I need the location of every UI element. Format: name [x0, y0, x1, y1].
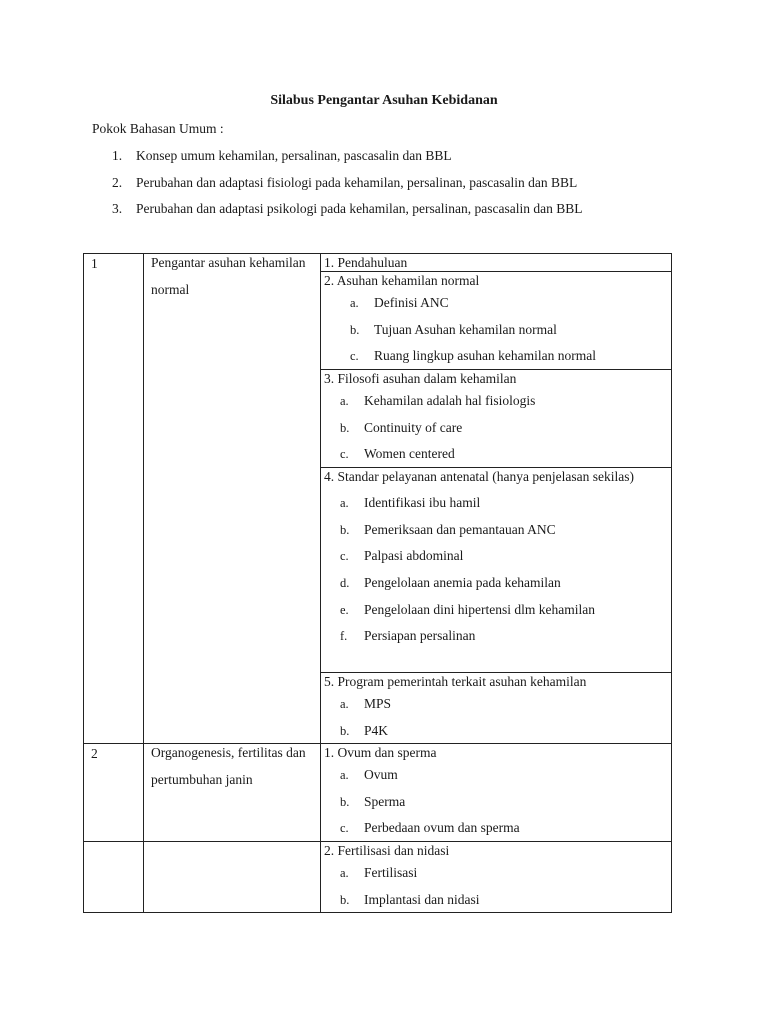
subtopic-cell — [321, 673, 672, 744]
list-item — [324, 490, 667, 517]
list-item — [112, 147, 583, 174]
topic-text: Organogenesis, fertilitas dan pertumbuhan janin — [151, 745, 306, 787]
item-text: Women centered — [364, 446, 455, 462]
item-text: Ruang lingkup asuhan kehamilan normal — [374, 348, 596, 364]
item-text: Continuity of care — [364, 419, 463, 435]
item-text: Ovum — [364, 767, 398, 782]
item-letter: e. — [340, 602, 349, 617]
table-row — [84, 254, 672, 272]
list-number: 2. — [112, 174, 123, 190]
item-letter: c. — [340, 549, 349, 564]
subtopic-items — [324, 490, 667, 643]
subtopic-cell — [321, 272, 672, 370]
list-number: 3. — [112, 201, 123, 217]
item-letter: f. — [340, 629, 348, 644]
item-text: Pemeriksaan dan pemantauan ANC — [364, 521, 556, 537]
subtopic-heading: 2. Asuhan kehamilan normal — [324, 273, 480, 288]
item-text: Definisi ANC — [374, 295, 449, 310]
item-text: Fertilisasi — [364, 865, 418, 880]
item-letter: a. — [340, 697, 349, 711]
subtopic-cell — [321, 744, 672, 842]
subtopic-items — [324, 860, 667, 907]
syllabus-table — [83, 253, 672, 913]
item-text: Tujuan Asuhan kehamilan normal — [374, 321, 557, 337]
list-item-text: Konsep umum kehamilan, persalinan, pascasalin dan BBL — [136, 148, 452, 163]
row-number: 1 — [91, 256, 98, 271]
list-item — [324, 290, 667, 317]
item-letter: a. — [340, 496, 349, 510]
subtopic-items — [324, 762, 667, 835]
list-item-text: Perubahan dan adaptasi psikologi pada kehamilan, persalinan, pascasalin dan BBL — [136, 201, 583, 217]
list-number: 1. — [112, 148, 123, 163]
item-letter: a. — [340, 866, 349, 880]
item-letter: b. — [340, 794, 350, 809]
list-item — [324, 343, 667, 363]
item-text: Palpasi abdominal — [364, 548, 464, 564]
item-letter: c. — [340, 821, 349, 836]
item-letter: a. — [350, 296, 359, 310]
subtopic-items — [324, 691, 667, 738]
list-item — [324, 597, 667, 624]
item-text: Kehamilan adalah hal fisiologis — [364, 393, 536, 408]
topic-cell — [144, 842, 321, 913]
section-subheading: Pokok Bahasan Umum : — [92, 121, 224, 136]
list-item — [324, 887, 667, 907]
item-letter: b. — [350, 322, 360, 337]
item-text: Perbedaan ovum dan sperma — [364, 820, 520, 836]
subtopic-cell — [321, 370, 672, 468]
row-number-cell — [84, 254, 144, 744]
row-number: 2 — [91, 746, 98, 761]
row-number-cell — [84, 842, 144, 913]
list-item — [324, 517, 667, 544]
list-item — [112, 174, 583, 201]
table-row — [84, 744, 672, 842]
list-item — [324, 718, 667, 738]
subtopic-cell — [321, 842, 672, 913]
list-item — [112, 200, 583, 227]
list-item — [324, 691, 667, 718]
item-text: Pengelolaan dini hipertensi dlm kehamilan — [364, 601, 595, 617]
list-item — [324, 543, 667, 570]
item-letter: b. — [340, 892, 350, 907]
list-item — [324, 317, 667, 344]
item-letter: c. — [350, 349, 359, 364]
topic-text: Pengantar asuhan kehamilan normal — [151, 255, 306, 297]
list-item-text: Perubahan dan adaptasi fisiologi pada kehamilan, persalinan, pascasalin dan BBL — [136, 174, 578, 190]
list-item — [324, 815, 667, 835]
subtopic-items — [324, 290, 667, 363]
item-letter: b. — [340, 420, 350, 435]
item-text: Sperma — [364, 793, 406, 809]
subtopic-cell — [321, 468, 672, 673]
list-item — [324, 388, 667, 415]
item-text: MPS — [364, 696, 392, 711]
item-text: Identifikasi ibu hamil — [364, 495, 481, 510]
table-row — [84, 842, 672, 913]
document-title: Silabus Pengantar Asuhan Kebidanan — [270, 93, 498, 108]
subtopic-heading: 1. Ovum dan sperma — [324, 745, 437, 760]
topic-cell — [144, 744, 321, 842]
list-item — [324, 860, 667, 887]
subtopic-heading: 1. Pendahuluan — [324, 255, 408, 270]
list-item — [324, 623, 667, 643]
item-letter: a. — [340, 394, 349, 408]
item-letter: a. — [340, 768, 349, 782]
subtopic-heading: 5. Program pemerintah terkait asuhan kehamilan — [324, 674, 587, 689]
subtopic-heading: 2. Fertilisasi dan nidasi — [324, 843, 450, 858]
subtopic-items — [324, 388, 667, 461]
row-number-cell — [84, 744, 144, 842]
item-text: Implantasi dan nidasi — [364, 891, 480, 907]
subtopic-cell — [321, 254, 672, 272]
list-item — [324, 441, 667, 461]
list-item — [324, 789, 667, 816]
subtopic-heading: 4. Standar pelayanan antenatal (hanya penjelasan sekilas) — [324, 469, 634, 484]
list-item — [324, 415, 667, 442]
item-letter: b. — [340, 522, 350, 537]
item-letter: c. — [340, 447, 349, 462]
list-item — [324, 570, 667, 597]
item-letter: d. — [340, 576, 350, 591]
item-text: Persiapan persalinan — [364, 628, 476, 644]
subtopic-heading: 3. Filosofi asuhan dalam kehamilan — [324, 371, 517, 386]
intro-list — [112, 147, 583, 227]
item-text: Pengelolaan anemia pada kehamilan — [364, 575, 561, 591]
item-text: P4K — [364, 722, 389, 738]
topic-cell — [144, 254, 321, 744]
list-item — [324, 762, 667, 789]
item-letter: b. — [340, 723, 350, 738]
